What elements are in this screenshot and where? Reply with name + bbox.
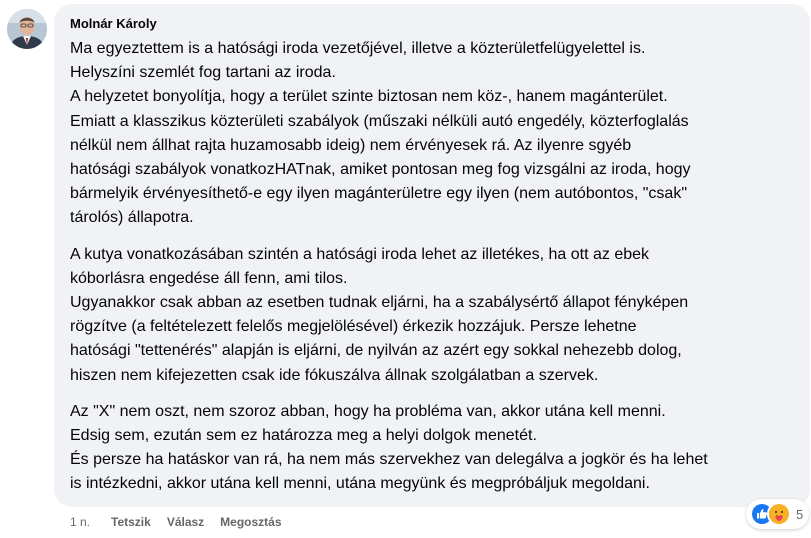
comment-line: És persze ha hatáskor van rá, ha nem más szervekhez van delegálva a jogkör és ha lehet — [70, 451, 708, 469]
comment-line: rögzítve (a feltételezett felelős megjelölésével) érkezik hozzájuk. Persze lehetne — [70, 318, 637, 336]
comment-line: tárolós) állapotra. — [70, 209, 194, 227]
comment-paragraph — [70, 37, 798, 231]
comment-paragraph — [70, 243, 798, 388]
like-button[interactable]: Tetszik — [111, 515, 151, 529]
care-reaction-icon — [767, 502, 791, 526]
comment-line: A kutya vonatkozásában szintén a hatósági iroda lehet az illetékes, ha ott az ebek — [70, 245, 650, 263]
comment-line: Helyszíni szemlét fog tartani az iroda. — [70, 64, 336, 82]
reaction-count: 5 — [796, 506, 804, 522]
comment-actions — [70, 512, 298, 532]
share-button[interactable]: Megosztás — [220, 515, 282, 529]
comment-line: Edsig sem, ezután sem ez határozza meg a helyi dolgok menetét. — [70, 427, 537, 445]
author-name[interactable]: Molnár Károly — [70, 16, 157, 31]
comment-line: kóborlásra engedése áll fenn, ami tilos. — [70, 269, 348, 287]
comment-line: Az "X" nem oszt, nem szoroz abban, hogy ha probléma van, akkor utána kell menni. — [70, 402, 666, 420]
comment-line: A helyzetet bonyolítja, hogy a terület szinte biztosan nem köz-, hanem magánterület. — [70, 88, 668, 106]
comment-bubble — [54, 4, 810, 507]
reply-button[interactable]: Válasz — [166, 515, 205, 529]
avatar-image — [7, 9, 47, 49]
comment-line: Ugyanakkor csak abban az esetben tudnak eljárni, ha a szabálysértő állapot fényképen — [70, 294, 689, 312]
author-avatar[interactable] — [7, 9, 47, 49]
comment-timestamp[interactable]: 1 n. — [70, 515, 91, 529]
comment-paragraph — [70, 400, 798, 497]
comment-line: hatósági "tettenérés" alapján is eljárni, de nyilván az azért egy sokkal nehezebb dolog, — [70, 342, 682, 360]
comment-line: hiszen nem kifejezetten csak ide fókuszálva állnak szolgálatban a szervek. — [70, 366, 599, 384]
comment-line: Ma egyeztettem is a hatósági iroda vezetőjével, illetve a közterületfelügyelettel is. — [70, 40, 646, 57]
comment-line: is intézkedni, akkor utána kell menni, utána megyünk és megpróbáljuk megoldani. — [70, 475, 650, 493]
comment-line: nélkül nem állhat rajta huzamosabb ideig) nem érvényesek rá. Az ilyenre sgyéb — [70, 136, 632, 154]
comment-line: bármelyik érvényesíthető-e egy ilyen magánterületre egy ilyen (nem autóbontos, "csak" — [70, 185, 688, 203]
comment-line: hatósági szabályok vonatkozHATnak, amiket pontosan meg fog vizsgálni az iroda, hogy — [70, 161, 691, 179]
reactions-summary[interactable] — [746, 499, 809, 529]
comment-line: Emiatt a klasszikus közterületi szabályok (műszaki nélküli autó engedély, közterfoglalás — [70, 112, 689, 130]
